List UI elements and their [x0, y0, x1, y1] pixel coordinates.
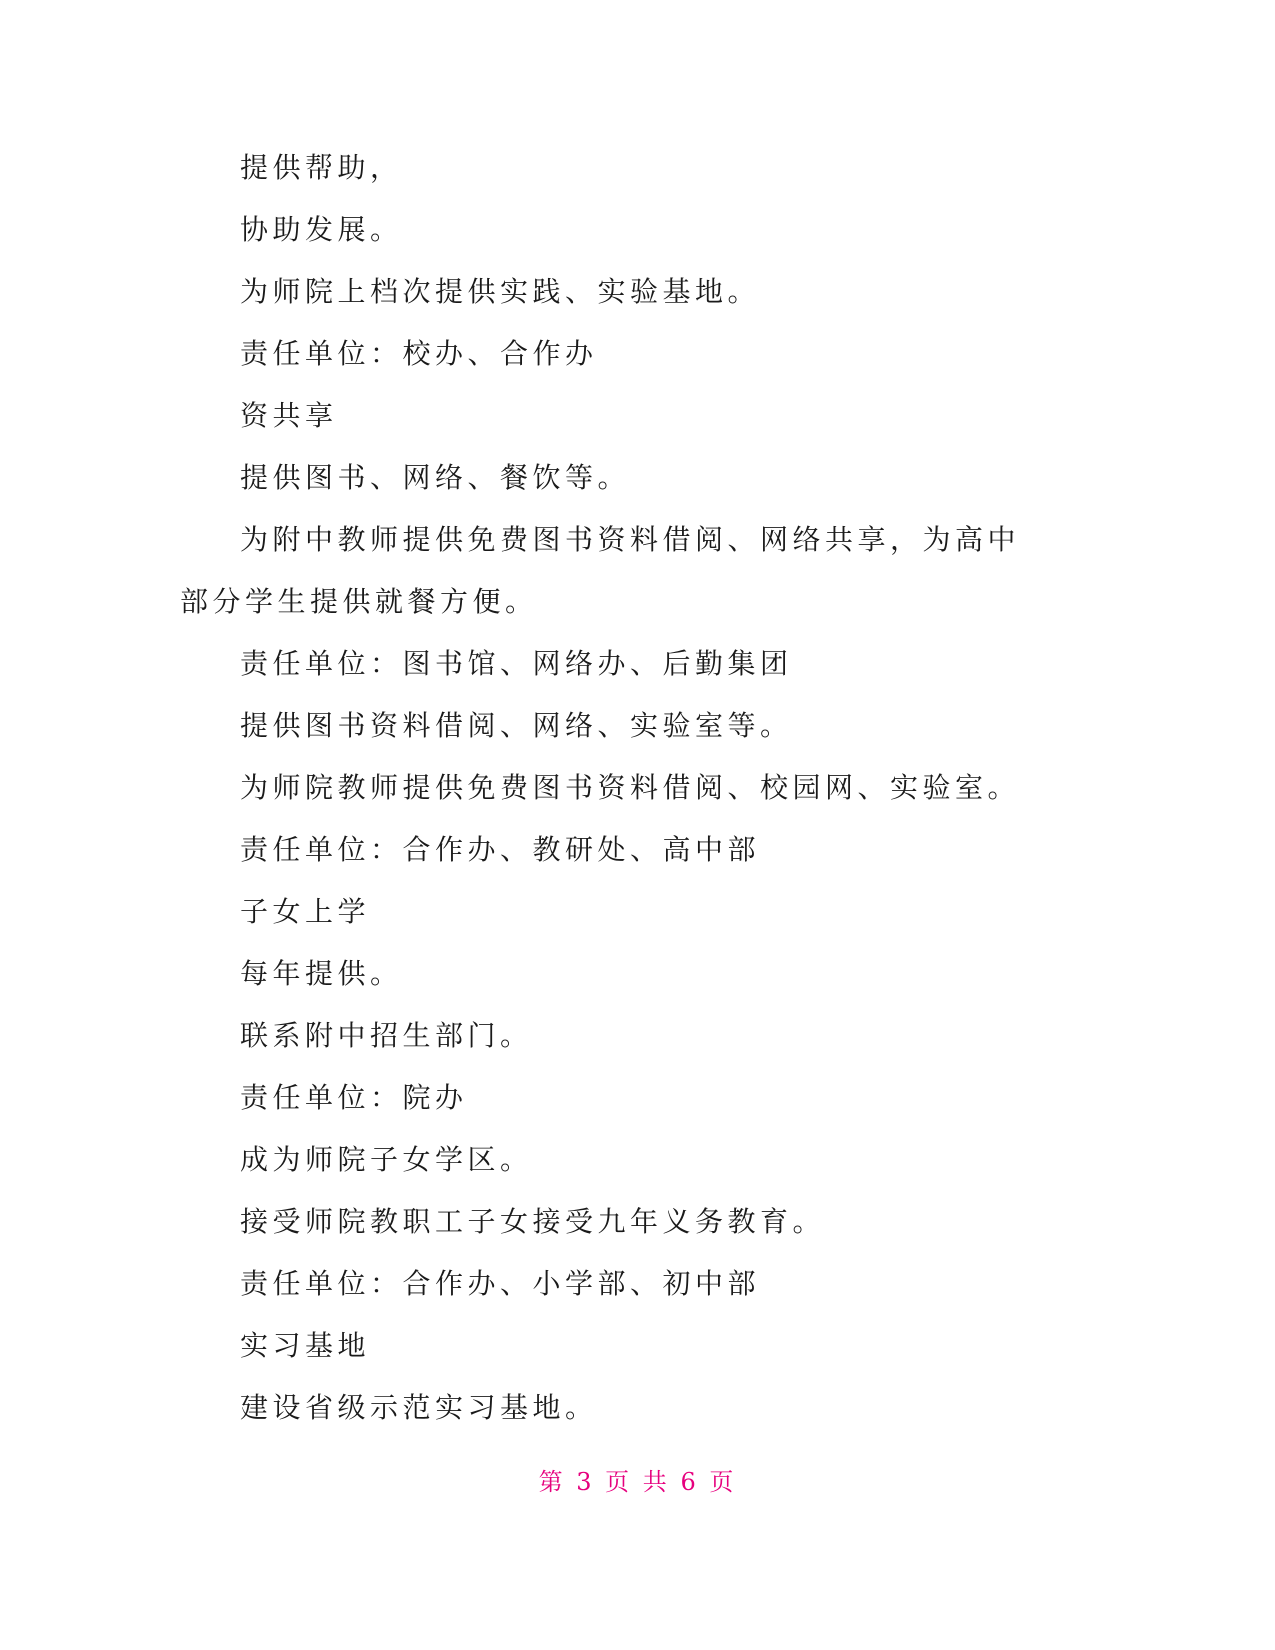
paragraph: 提供图书资料借阅、网络、实验室等。: [240, 709, 793, 742]
page-number-footer: 第 3 页 共 6 页: [538, 1468, 737, 1496]
paragraph: 每年提供。: [240, 957, 403, 990]
paragraph: 为附中教师提供免费图书资料借阅、网络共享，为高中部分学生提供就餐方便。: [180, 523, 1021, 618]
paragraph: 为师院教师提供免费图书资料借阅、校园网、实验室。: [240, 771, 1021, 804]
paragraph: 建设省级示范实习基地。: [240, 1391, 598, 1424]
paragraph: 责任单位：院办: [240, 1081, 468, 1114]
document-body: [180, 137, 1040, 1439]
paragraph: 责任单位：校办、合作办: [240, 337, 598, 370]
paragraph: 实习基地: [240, 1329, 371, 1362]
paragraph: 提供图书、网络、餐饮等。: [240, 461, 631, 494]
paragraph: 接受师院教职工子女接受九年义务教育。: [240, 1205, 826, 1238]
paragraph: 成为师院子女学区。: [240, 1143, 533, 1176]
paragraph: 责任单位：合作办、小学部、初中部: [240, 1267, 761, 1300]
paragraph: 提供帮助，: [240, 151, 403, 184]
paragraph: 协助发展。: [240, 213, 403, 246]
paragraph: 联系附中招生部门。: [240, 1019, 533, 1052]
paragraph: 资共享: [240, 399, 338, 432]
paragraph: 责任单位：合作办、教研处、高中部: [240, 833, 761, 866]
paragraph: 责任单位：图书馆、网络办、后勤集团: [240, 647, 793, 680]
paragraph: 为师院上档次提供实践、实验基地。: [240, 275, 761, 308]
paragraph: 子女上学: [240, 895, 371, 928]
